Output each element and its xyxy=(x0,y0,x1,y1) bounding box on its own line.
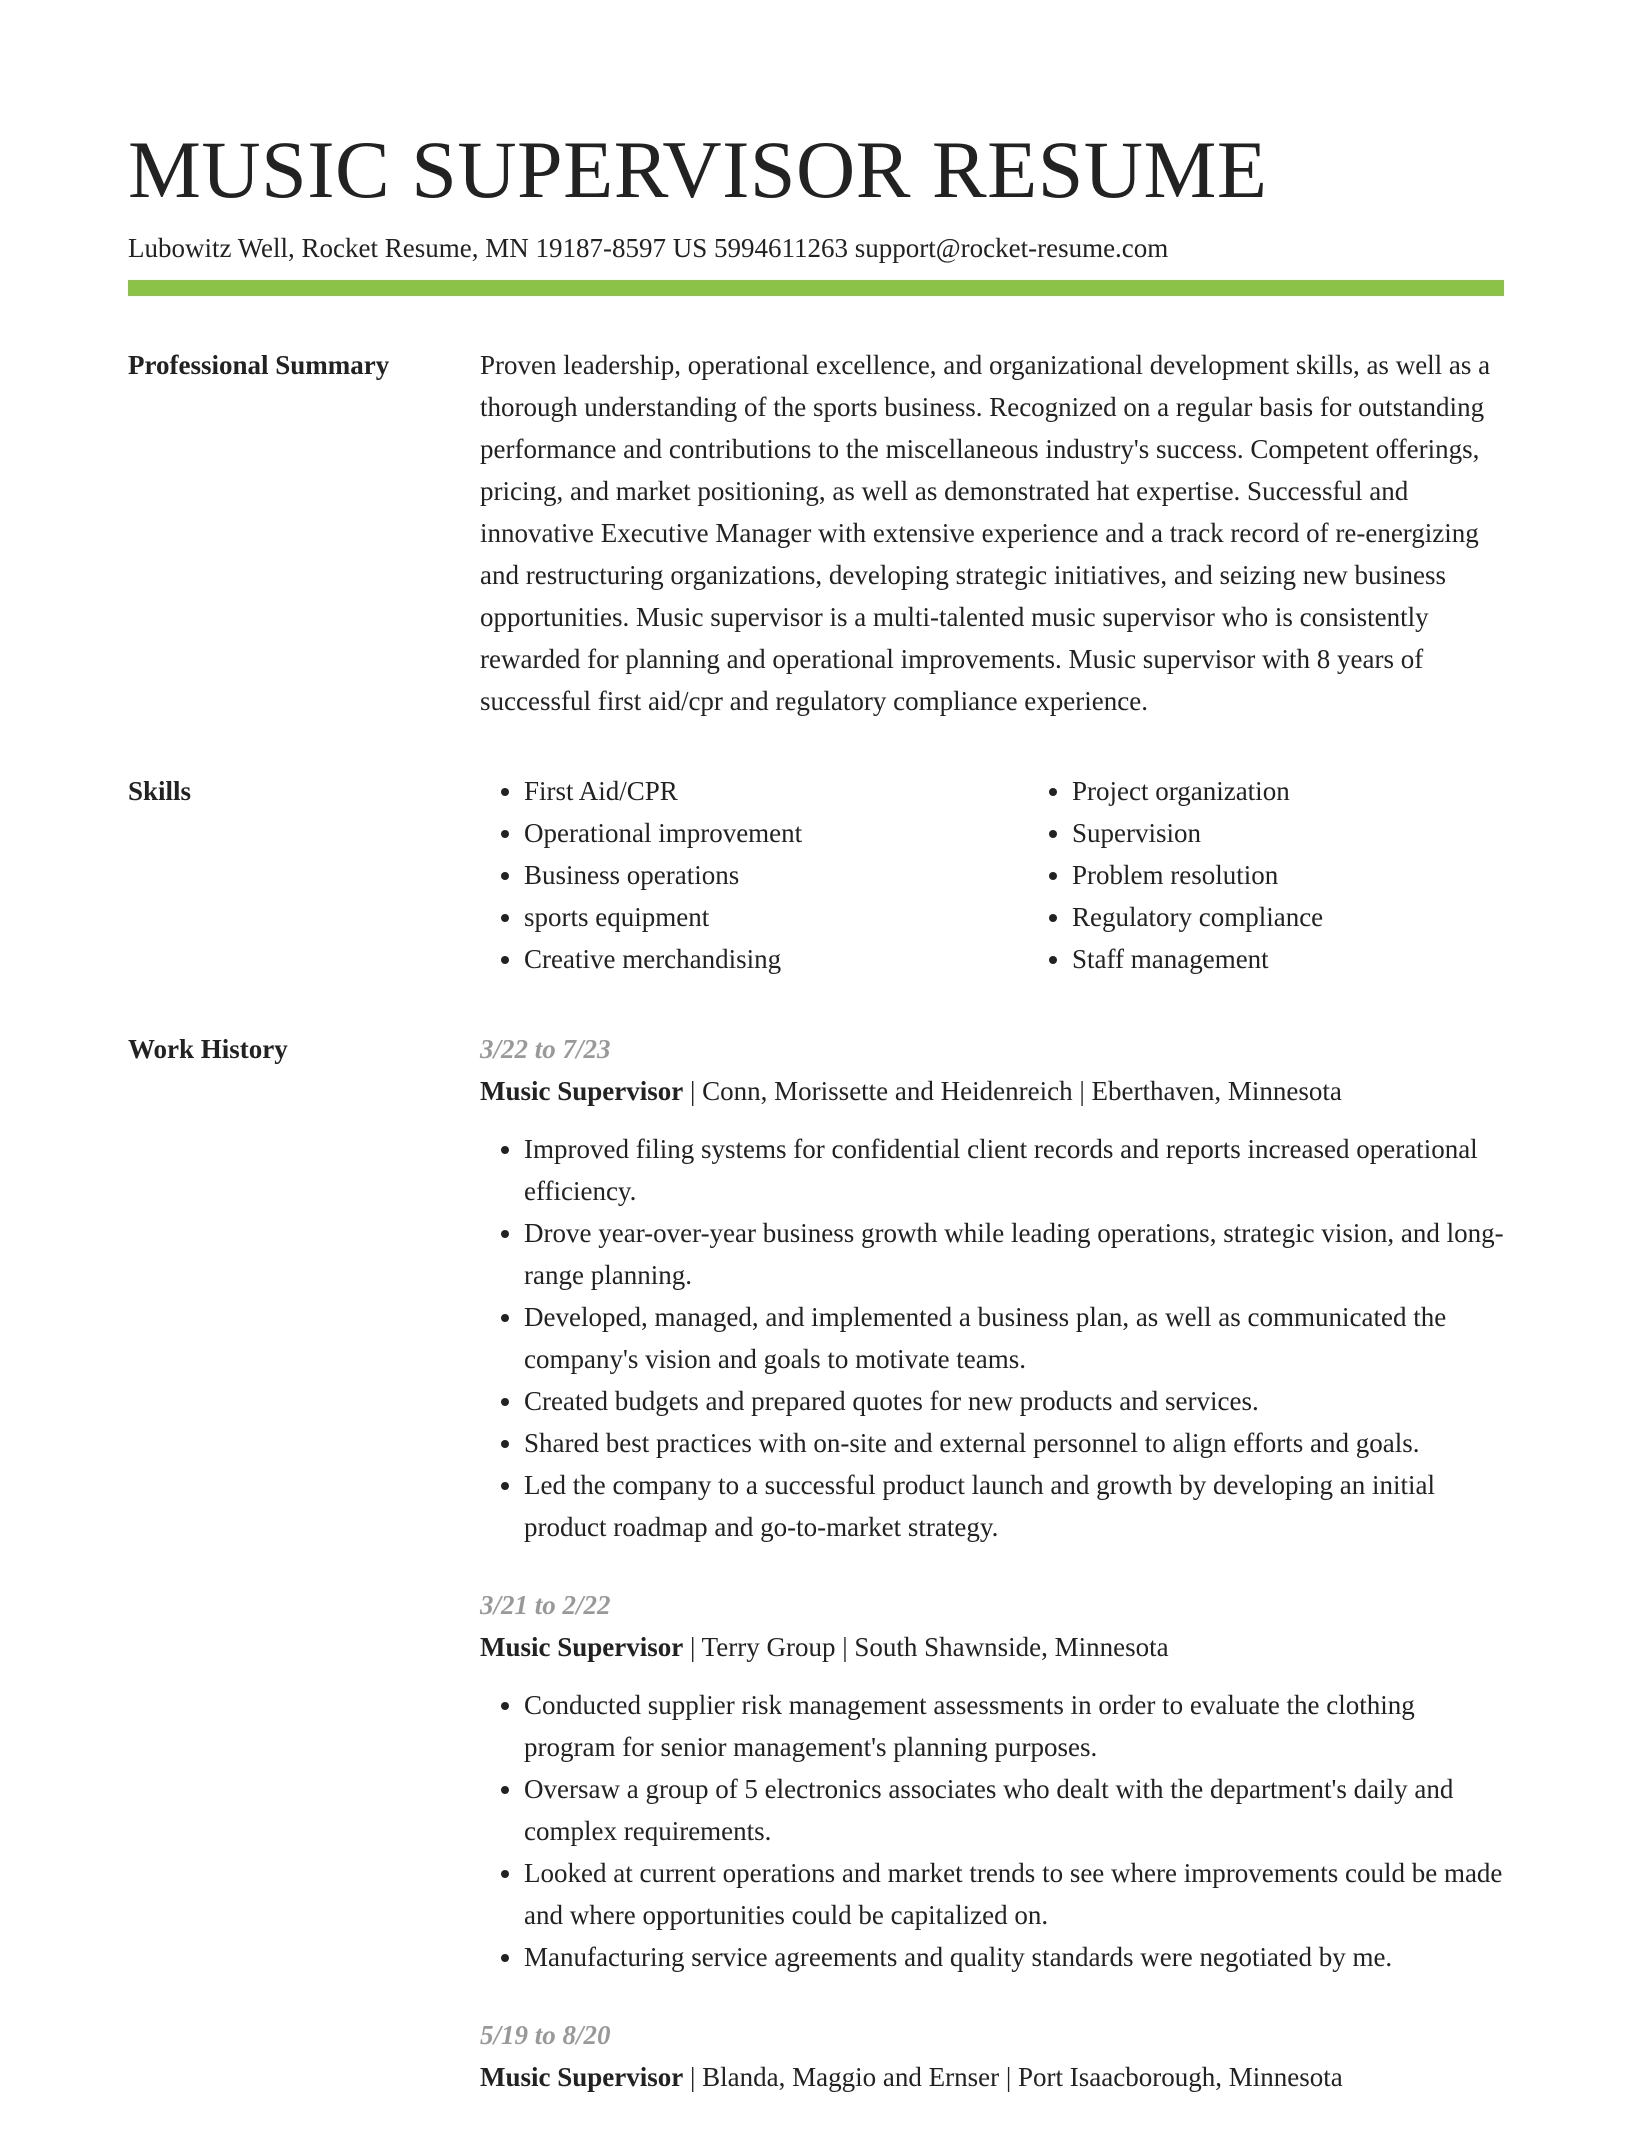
job-details: | Blanda, Maggio and Ernser | Port Isaacborough, Minnesota xyxy=(683,2062,1343,2092)
skill-item: • sports equipment xyxy=(524,896,1028,938)
resume-page xyxy=(128,120,1504,2134)
skills-section xyxy=(128,770,1504,980)
skills-list-right xyxy=(1028,770,1576,980)
job-entry xyxy=(480,1028,1504,1548)
job-dates: 3/22 to 7/23 xyxy=(480,1034,611,1064)
accent-rule xyxy=(128,280,1504,296)
summary-section xyxy=(128,344,1504,722)
skills-label: Skills xyxy=(128,776,192,806)
page-title: MUSIC SUPERVISOR RESUME xyxy=(128,124,1268,215)
job-details: | Terry Group | South Shawnside, Minnesota xyxy=(683,1632,1169,1662)
job-bullet: • Manufacturing service agreements and quality standards were negotiated by me. xyxy=(524,1936,1504,1978)
skill-item: • Operational improvement xyxy=(524,812,1028,854)
job-bullet: • Oversaw a group of 5 electronics associates who dealt with the department's daily and complex requirements. xyxy=(524,1768,1504,1852)
job-title: Music Supervisor xyxy=(480,1632,684,1662)
job-bullet: • Led the company to a successful product launch and growth by developing an initial product roadmap and go-to-market strategy. xyxy=(524,1464,1504,1548)
skill-item: • Business operations xyxy=(524,854,1028,896)
job-heading xyxy=(480,1070,1504,1112)
job-bullets xyxy=(480,1684,1504,1978)
skill-item: • First Aid/CPR xyxy=(524,770,1028,812)
job-bullet: • Shared best practices with on-site and external personnel to align efforts and goals. xyxy=(524,1422,1504,1464)
job-bullet: • Looked at current operations and market trends to see where improvements could be made and where opportunities could be capitalized on. xyxy=(524,1852,1504,1936)
job-bullet: • Conducted supplier risk management assessments in order to evaluate the clothing program for senior management's planning purposes. xyxy=(524,1684,1504,1768)
skill-item: • Supervision xyxy=(1072,812,1576,854)
job-bullet: • Improved filing systems for confidential client records and reports increased operational efficiency. xyxy=(524,1128,1504,1212)
job-dates: 3/21 to 2/22 xyxy=(480,1590,611,1620)
job-entry xyxy=(480,2014,1504,2098)
job-bullet: • Drove year-over-year business growth while leading operations, strategic vision, and long-range planning. xyxy=(524,1212,1504,1296)
summary-text: Proven leadership, operational excellence, and organizational development skills, as well as a thorough understanding of the sports business. Recognized on a regular basis for outstanding performance and contributions to the miscellaneous industry's success. Competent offerings, pricing, and market positioning, as well as demonstrated hat expertise. Successful and innovative Executive Manager with extensive experience and a track record of re-energizing and restructuring organizations, developing strategic initiatives, and seizing new business opportunities. Music supervisor is a multi-talented music supervisor who is consistently rewarded for planning and operational improvements. Music supervisor with 8 years of successful first aid/cpr and regulatory compliance experience. xyxy=(480,350,1491,716)
job-details: | Conn, Morissette and Heidenreich | Eberthaven, Minnesota xyxy=(683,1076,1342,1106)
job-title: Music Supervisor xyxy=(480,2062,684,2092)
skill-item: • Regulatory compliance xyxy=(1072,896,1576,938)
job-bullet: • Developed, managed, and implemented a business plan, as well as communicated the company's vision and goals to motivate teams. xyxy=(524,1296,1504,1380)
skills-list-left xyxy=(480,770,1028,980)
skill-item: • Problem resolution xyxy=(1072,854,1576,896)
skill-item: • Creative merchandising xyxy=(524,938,1028,980)
work-history-label: Work History xyxy=(128,1034,288,1064)
job-bullet: • Created budgets and prepared quotes for new products and services. xyxy=(524,1380,1504,1422)
contact-line: Lubowitz Well, Rocket Resume, MN 19187-8597 US 5994611263 support@rocket-resume.com xyxy=(128,233,1169,263)
skill-item: • Project organization xyxy=(1072,770,1576,812)
job-title: Music Supervisor xyxy=(480,1076,684,1106)
summary-label: Professional Summary xyxy=(128,350,390,380)
job-heading xyxy=(480,1626,1504,1668)
job-bullets xyxy=(480,1128,1504,1548)
job-dates: 5/19 to 8/20 xyxy=(480,2020,611,2050)
work-history-section xyxy=(128,1028,1504,2134)
job-heading xyxy=(480,2056,1504,2098)
job-entry xyxy=(480,1584,1504,1978)
skill-item: • Staff management xyxy=(1072,938,1576,980)
